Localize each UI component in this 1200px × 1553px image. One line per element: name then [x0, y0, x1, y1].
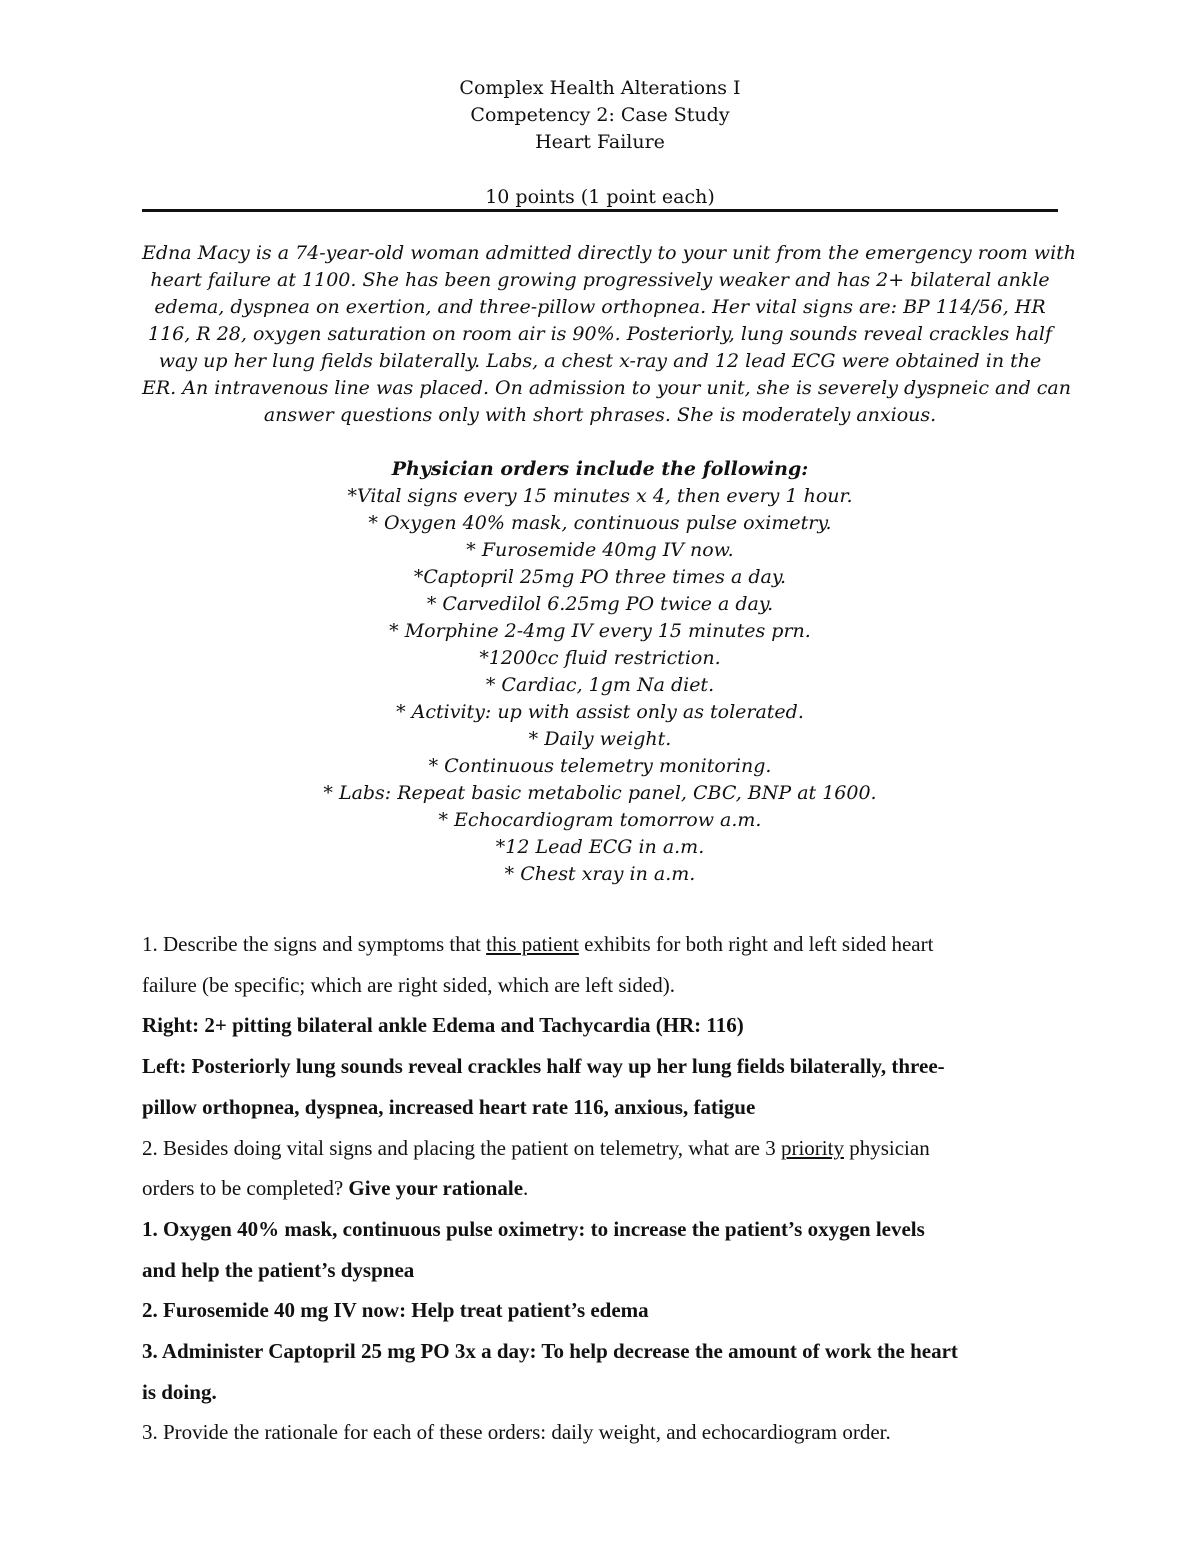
competency-title: Competency 2: Case Study: [470, 104, 730, 126]
order-item: * Cardiac, 1gm Na diet.: [485, 674, 715, 696]
points-text: 10 points (1 point each): [485, 186, 715, 208]
case-line: edema, dyspnea on exertion, and three-pillow orthopnea. Her vital signs are: BP 114/56, HR: [154, 296, 1046, 318]
question-1-underlined: this patient: [486, 932, 579, 956]
question-1-text: 1. Describe the signs and symptoms that: [142, 932, 487, 956]
question-2-continued: [142, 1168, 1058, 1209]
question-2-text: 2. Besides doing vital signs and placing the patient on telemetry, what are 3: [142, 1135, 781, 1160]
answer-2-item: 3. Administer Captopril 25 mg PO 3x a day: To help decrease the amount of work the heart: [142, 1339, 958, 1364]
question-1-continued: failure (be specific; which are right sided, which are left sided).: [142, 972, 675, 997]
order-item: * Furosemide 40mg IV now.: [466, 539, 734, 561]
question-2-line2-text: orders to be completed?: [142, 1176, 349, 1201]
order-item: * Continuous telemetry monitoring.: [428, 755, 772, 777]
case-line: ER. An intravenous line was placed. On admission to your unit, she is severely dyspneic and can: [142, 377, 1071, 399]
case-description: [142, 240, 1077, 429]
order-item: *12 Lead ECG in a.m.: [495, 836, 705, 858]
question-1-text-end: exhibits for both right and left sided heart: [578, 932, 934, 956]
question-2-underlined: priority: [780, 1135, 844, 1160]
order-item: * Carvedilol 6.25mg PO twice a day.: [426, 593, 774, 615]
question-2-text-end: physician: [843, 1135, 930, 1160]
case-line: answer questions only with short phrases. She is moderately anxious.: [263, 404, 937, 426]
question-2: [142, 1128, 1058, 1169]
questions-section: [142, 924, 1058, 1453]
case-line: Edna Macy is a 74-year-old woman admitted directly to your unit from the emergency room with: [142, 242, 1077, 264]
answer-2-item: and help the patient’s dyspnea: [142, 1257, 415, 1282]
question-3: 3. Provide the rationale for each of these orders: daily weight, and echocardiogram order.: [142, 1420, 891, 1445]
document-header: [0, 75, 1200, 156]
order-item: *Captopril 25mg PO three times a day.: [413, 566, 787, 588]
order-item: * Activity: up with assist only as tolerated.: [396, 701, 804, 723]
question-2-rationale-prompt: Give your rationale: [348, 1176, 524, 1201]
order-item: *Vital signs every 15 minutes x 4, then every 1 hour.: [347, 485, 853, 507]
answer-2-item: 1. Oxygen 40% mask, continuous pulse oximetry: to increase the patient’s oxygen levels: [142, 1216, 925, 1241]
orders-heading: Physician orders include the following:: [391, 458, 809, 480]
case-line: heart failure at 1100. She has been growing progressively weaker and has 2+ bilateral ankle: [150, 269, 1050, 291]
answer-2-item: is doing.: [142, 1379, 217, 1404]
order-item: * Morphine 2-4mg IV every 15 minutes prn.: [389, 620, 811, 642]
case-line: 116, R 28, oxygen saturation on room air is 90%. Posteriorly, lung sounds reveal crackles half: [148, 323, 1052, 345]
order-item: * Echocardiogram tomorrow a.m.: [438, 809, 762, 831]
case-line: way up her lung fields bilaterally. Labs, a chest x-ray and 12 lead ECG were obtained in the: [158, 350, 1042, 372]
physician-orders: [142, 456, 1058, 888]
answer-1-right: Right: 2+ pitting bilateral ankle Edema and Tachycardia (HR: 116): [142, 1013, 744, 1038]
answer-1-left: Left: Posteriorly lung sounds reveal crackles half way up her lung fields bilaterally, three-: [142, 1054, 945, 1079]
answer-1-left-continued: pillow orthopnea, dyspnea, increased heart rate 116, anxious, fatigue: [142, 1094, 756, 1119]
answer-2-item: 2. Furosemide 40 mg IV now: Help treat patient’s edema: [142, 1298, 649, 1323]
header-divider: [142, 209, 1058, 212]
question-1: [142, 924, 1058, 965]
topic-title: Heart Failure: [535, 131, 665, 153]
course-title: Complex Health Alterations I: [459, 77, 741, 99]
order-item: * Chest xray in a.m.: [504, 863, 696, 885]
order-item: * Oxygen 40% mask, continuous pulse oximetry.: [368, 512, 832, 534]
order-item: * Daily weight.: [528, 728, 672, 750]
question-2-line2-end: .: [523, 1176, 529, 1201]
points-line: [0, 184, 1200, 211]
order-item: * Labs: Repeat basic metabolic panel, CBC, BNP at 1600.: [323, 782, 877, 804]
order-item: *1200cc fluid restriction.: [479, 647, 721, 669]
